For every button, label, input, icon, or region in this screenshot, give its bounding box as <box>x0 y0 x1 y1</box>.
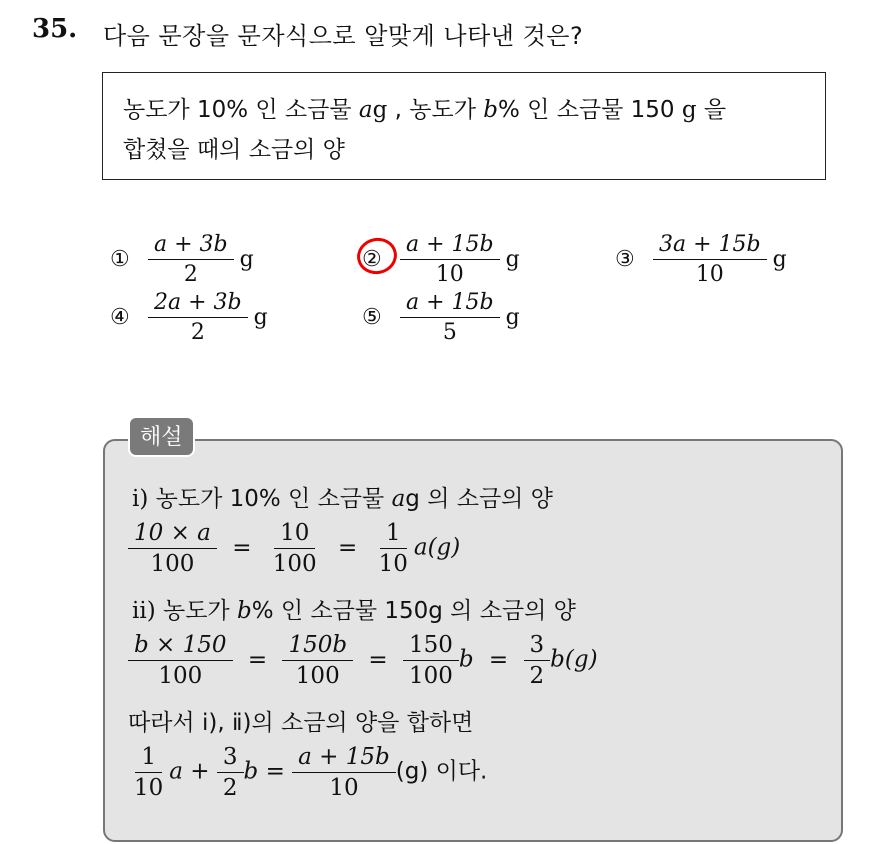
answer-circle-icon <box>354 234 401 278</box>
choice-1-mark: ① <box>110 247 130 272</box>
equation-1: $\frac{10 \times a}{100}$ = $\frac{10}{100}$ = $\frac{1}{10}$ a(g) <box>128 520 460 577</box>
solution-step-1: ⅰ) 농도가 10% 인 소금물 ag 의 소금의 양 <box>132 486 553 512</box>
choice-5-mark: ⑤ <box>362 305 382 330</box>
choice-4-mark: ④ <box>110 305 130 330</box>
choice-3[interactable]: ③ $\frac{3a + 15b}{10}$ g <box>615 232 787 287</box>
solution-step-2: ⅱ) 농도가 b% 인 소금물 150g 의 소금의 양 <box>132 598 576 624</box>
equation-3: $\frac{1}{10}$ a + $\frac{3}{2}$ b = $\frac{a + 15b}{10}$ (g) 이다. <box>134 744 488 801</box>
equation-2: $\frac{b \times 150}{100}$ = $\frac{150b}{100}$ = $\frac{150}{100}$ b = $\frac{3}{2}$ b(g) <box>128 632 598 689</box>
choice-3-mark: ③ <box>615 247 635 272</box>
solution-step-3: 따라서 ⅰ), ⅱ)의 소금의 양을 합하면 <box>128 710 474 736</box>
choice-5[interactable]: ⑤ $\frac{a + 15b}{5}$ g <box>362 290 520 345</box>
choice-1[interactable]: ① $\frac{a + 3b}{2}$ g <box>110 232 254 287</box>
question-text: 다음 문장을 문자식으로 알맞게 나타낸 것은? <box>103 22 584 50</box>
condition-line-1: 농도가 10% 인 소금물 ag , 농도가 b% 인 소금물 150 g 을 <box>123 97 727 123</box>
condition-box <box>102 72 826 180</box>
condition-line-2: 합쳤을 때의 소금의 양 <box>123 137 345 163</box>
choice-2-mark: ② <box>362 247 382 272</box>
choice-4[interactable]: ④ $\frac{2a + 3b}{2}$ g <box>110 290 268 345</box>
choice-2[interactable]: ② $\frac{a + 15b}{10}$ g <box>362 232 520 287</box>
question-number: 35. <box>32 14 78 44</box>
solution-tag: 해설 <box>128 416 195 457</box>
